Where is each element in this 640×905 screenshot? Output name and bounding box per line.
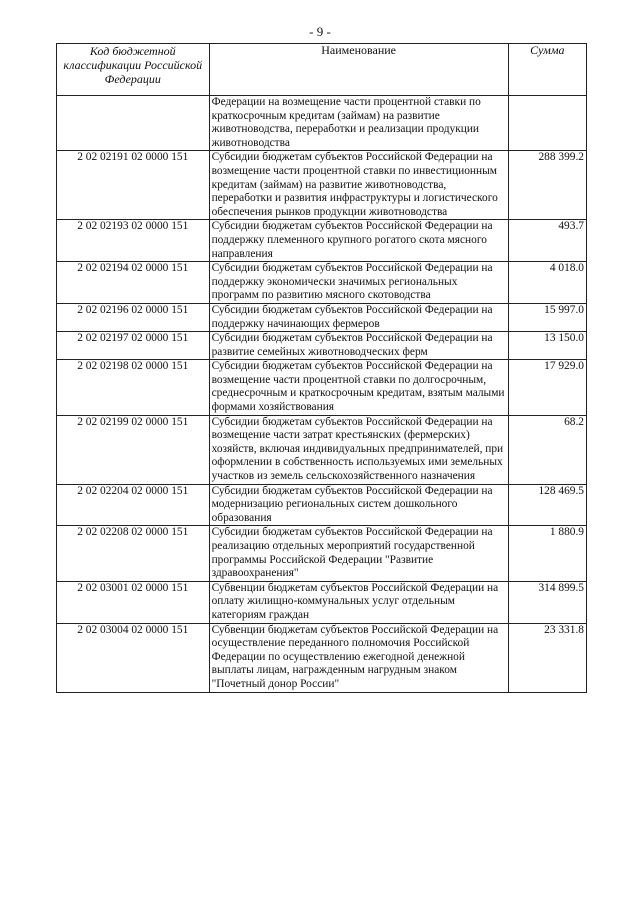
row-name: Субсидии бюджетам субъектов Российской Федерации на модернизацию региональных систем дошкольного образования — [209, 484, 508, 526]
row-sum: 4 018.0 — [508, 262, 586, 304]
table-row — [57, 220, 587, 262]
row-name: Субсидии бюджетам субъектов Российской Федерации на развитие семейных животноводческих ферм — [209, 332, 508, 360]
row-name: Субвенции бюджетам субъектов Российской Федерации на осуществление переданного полномочия Российской Федерации по осуществлению ежегодной денежной выплаты лицам, награжденным нагрудным знаком "Почетный донор России" — [209, 623, 508, 692]
table-row — [57, 623, 587, 692]
budget-table — [56, 43, 587, 693]
row-name: Субсидии бюджетам субъектов Российской Федерации на поддержку племенного крупного рогатого скота мясного направления — [209, 220, 508, 262]
table-body — [57, 96, 587, 693]
row-code: 2 02 02196 02 0000 151 — [57, 303, 210, 331]
row-code — [57, 96, 210, 151]
row-name: Субсидии бюджетам субъектов Российской Федерации на реализацию отдельных мероприятий государственной программы Российской Федерации "Развитие здравоохранения" — [209, 526, 508, 581]
table-row — [57, 526, 587, 581]
row-sum: 13 150.0 — [508, 332, 586, 360]
table-row — [57, 96, 587, 151]
header-name: Наименование — [209, 44, 508, 96]
table-row — [57, 262, 587, 304]
table-row — [57, 484, 587, 526]
header-sum: Сумма — [508, 44, 586, 96]
row-sum: 17 929.0 — [508, 360, 586, 415]
row-sum: 288 399.2 — [508, 151, 586, 220]
row-code: 2 02 02208 02 0000 151 — [57, 526, 210, 581]
row-code: 2 02 02193 02 0000 151 — [57, 220, 210, 262]
table-row — [57, 151, 587, 220]
table-row — [57, 415, 587, 484]
table-header — [57, 44, 587, 96]
row-name: Федерации на возмещение части процентной ставки по краткосрочным кредитам (займам) на развитие животноводства, переработки и реализации продукции животноводства — [209, 96, 508, 151]
row-name: Субсидии бюджетам субъектов Российской Федерации на возмещение части процентной ставки по долгосрочным, среднесрочным и краткосрочным кредитам, взятым малыми формами хозяйствования — [209, 360, 508, 415]
row-code: 2 02 02199 02 0000 151 — [57, 415, 210, 484]
row-code: 2 02 02204 02 0000 151 — [57, 484, 210, 526]
row-code: 2 02 03004 02 0000 151 — [57, 623, 210, 692]
row-sum: 23 331.8 — [508, 623, 586, 692]
row-name: Субвенции бюджетам субъектов Российской Федерации на оплату жилищно-коммунальных услуг отдельным категориям граждан — [209, 581, 508, 623]
table-row — [57, 303, 587, 331]
row-sum: 1 880.9 — [508, 526, 586, 581]
row-sum: 493.7 — [508, 220, 586, 262]
row-sum: 68.2 — [508, 415, 586, 484]
row-name: Субсидии бюджетам субъектов Российской Федерации на поддержку экономически значимых региональных программ по развитию мясного скотоводства — [209, 262, 508, 304]
row-sum — [508, 96, 586, 151]
page-number: - 9 - — [309, 24, 331, 39]
row-code: 2 02 02198 02 0000 151 — [57, 360, 210, 415]
header-code: Код бюджетной классификации Российской Федерации — [57, 44, 210, 96]
row-code: 2 02 02194 02 0000 151 — [57, 262, 210, 304]
row-code: 2 02 02191 02 0000 151 — [57, 151, 210, 220]
row-sum: 128 469.5 — [508, 484, 586, 526]
table-row — [57, 332, 587, 360]
table-row — [57, 581, 587, 623]
table-row — [57, 360, 587, 415]
row-name: Субсидии бюджетам субъектов Российской Федерации на возмещение части процентной ставки по инвестиционным кредитам (займам) на развитие животноводства, переработки и развития инфраструктуры и логистического обеспечения рынков продукции животноводства — [209, 151, 508, 220]
row-name: Субсидии бюджетам субъектов Российской Федерации на поддержку начинающих фермеров — [209, 303, 508, 331]
row-sum: 314 899.5 — [508, 581, 586, 623]
row-name: Субсидии бюджетам субъектов Российской Федерации на возмещение части затрат крестьянских (фермерских) хозяйств, включая индивидуальных предпринимателей, при оформлении в собственность используемых ими земельных участков из земель сельскохозяйственного назначения — [209, 415, 508, 484]
row-code: 2 02 02197 02 0000 151 — [57, 332, 210, 360]
row-code: 2 02 03001 02 0000 151 — [57, 581, 210, 623]
row-sum: 15 997.0 — [508, 303, 586, 331]
